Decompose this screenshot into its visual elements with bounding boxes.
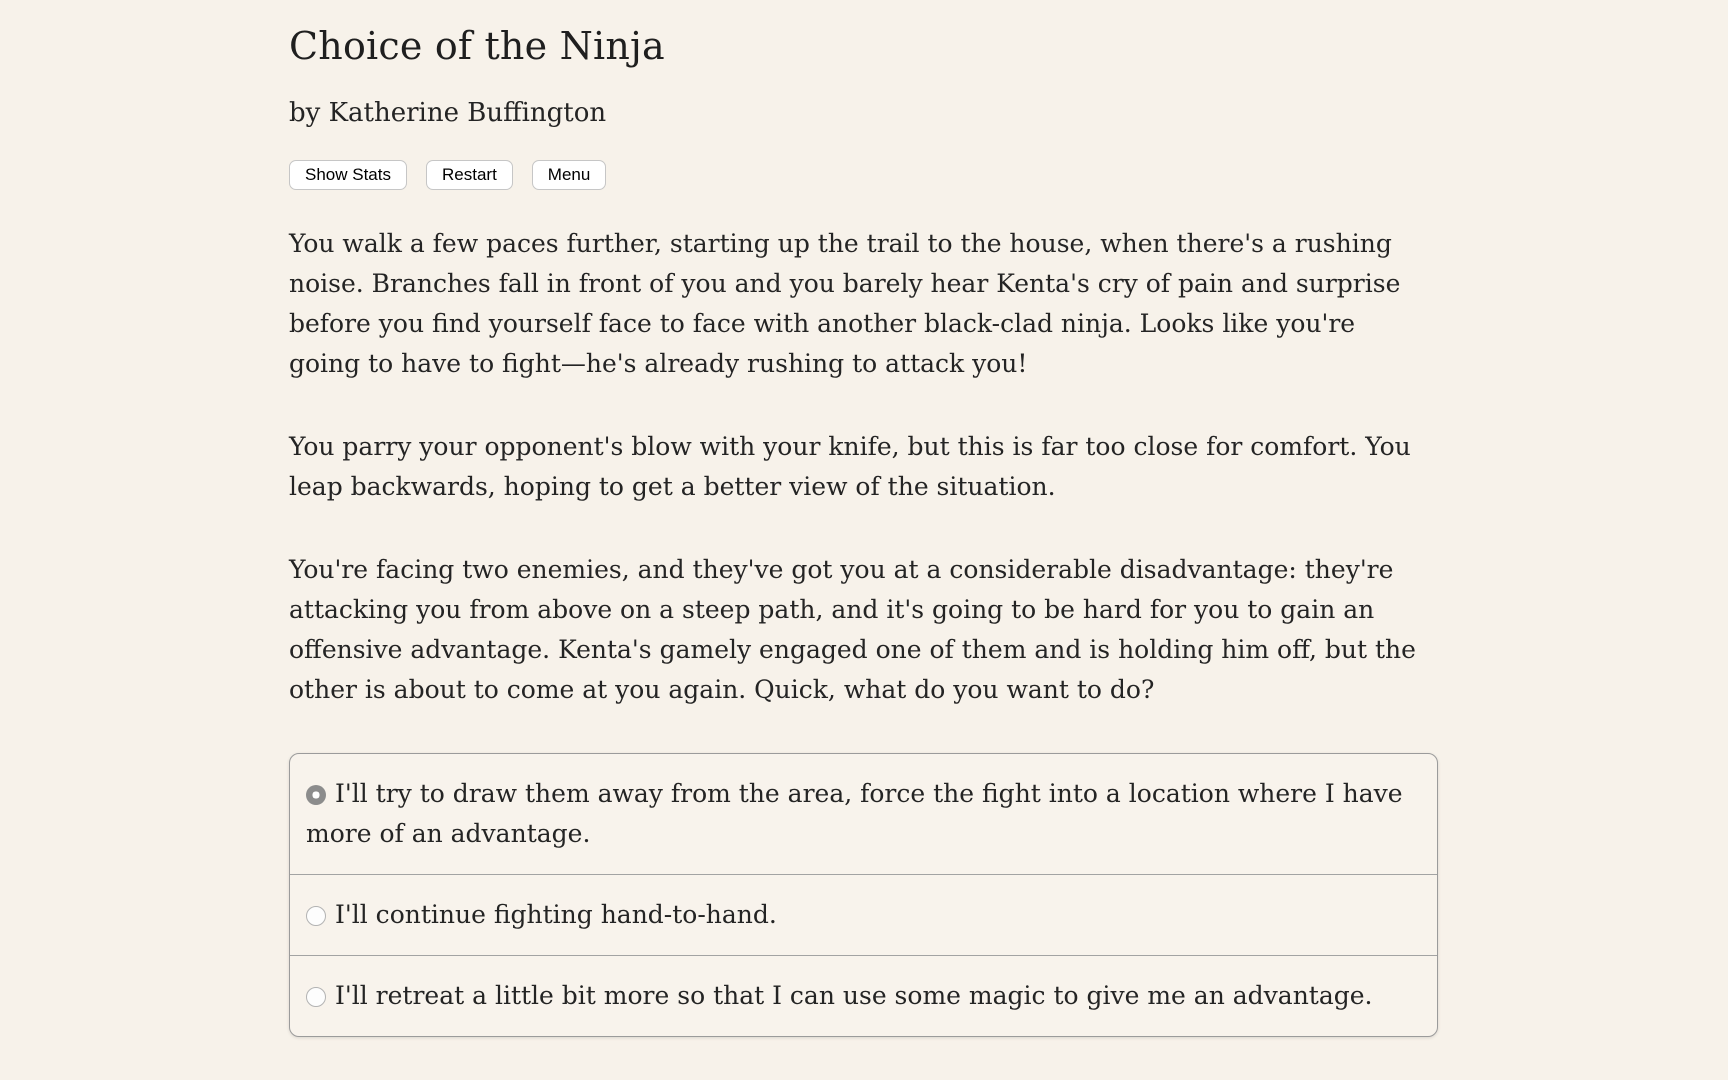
choice-option[interactable] <box>290 874 1437 955</box>
choice-option[interactable] <box>290 955 1437 1036</box>
restart-button[interactable]: Restart <box>426 160 513 190</box>
choice-option[interactable] <box>290 754 1437 874</box>
menu-button[interactable]: Menu <box>532 160 607 190</box>
page-title: Choice of the Ninja <box>289 24 665 68</box>
choice-box <box>289 753 1438 1037</box>
show-stats-button[interactable]: Show Stats <box>289 160 407 190</box>
story-paragraph: You parry your opponent's blow with your knife, but this is far too close for comfort. You leap backwards, hoping to get a better view of the situation. <box>289 432 1411 501</box>
choice-radio[interactable] <box>306 987 326 1007</box>
story-paragraph: You walk a few paces further, starting up the trail to the house, when there's a rushing noise. Branches fall in front of you and you barely hear Kenta's cry of pain and surprise before you find yourself face to face with another black-clad ninja. Looks like you're going to have to fight—he's already rushing to attack you! <box>289 229 1401 378</box>
story-paragraph: You're facing two enemies, and they've got you at a considerable disadvantage: they're attacking you from above on a steep path, and it's going to be hard for you to gain an offensive advantage. Kenta's gamely engaged one of them and is holding him off, but the other is about to come at you again. Quick, what do you want to do? <box>289 555 1416 704</box>
toolbar <box>289 160 1439 190</box>
choice-option-label: I'll try to draw them away from the area, force the fight into a location where I have more of an advantage. <box>306 779 1403 848</box>
choice-radio[interactable] <box>306 785 326 805</box>
choice-option-label: I'll retreat a little bit more so that I can use some magic to give me an advantage. <box>335 981 1373 1010</box>
author-byline: by Katherine Buffington <box>289 98 607 128</box>
story-text <box>289 224 1439 710</box>
main-column <box>289 0 1439 1037</box>
choice-option-label: I'll continue fighting hand-to-hand. <box>335 900 777 929</box>
choice-radio[interactable] <box>306 906 326 926</box>
